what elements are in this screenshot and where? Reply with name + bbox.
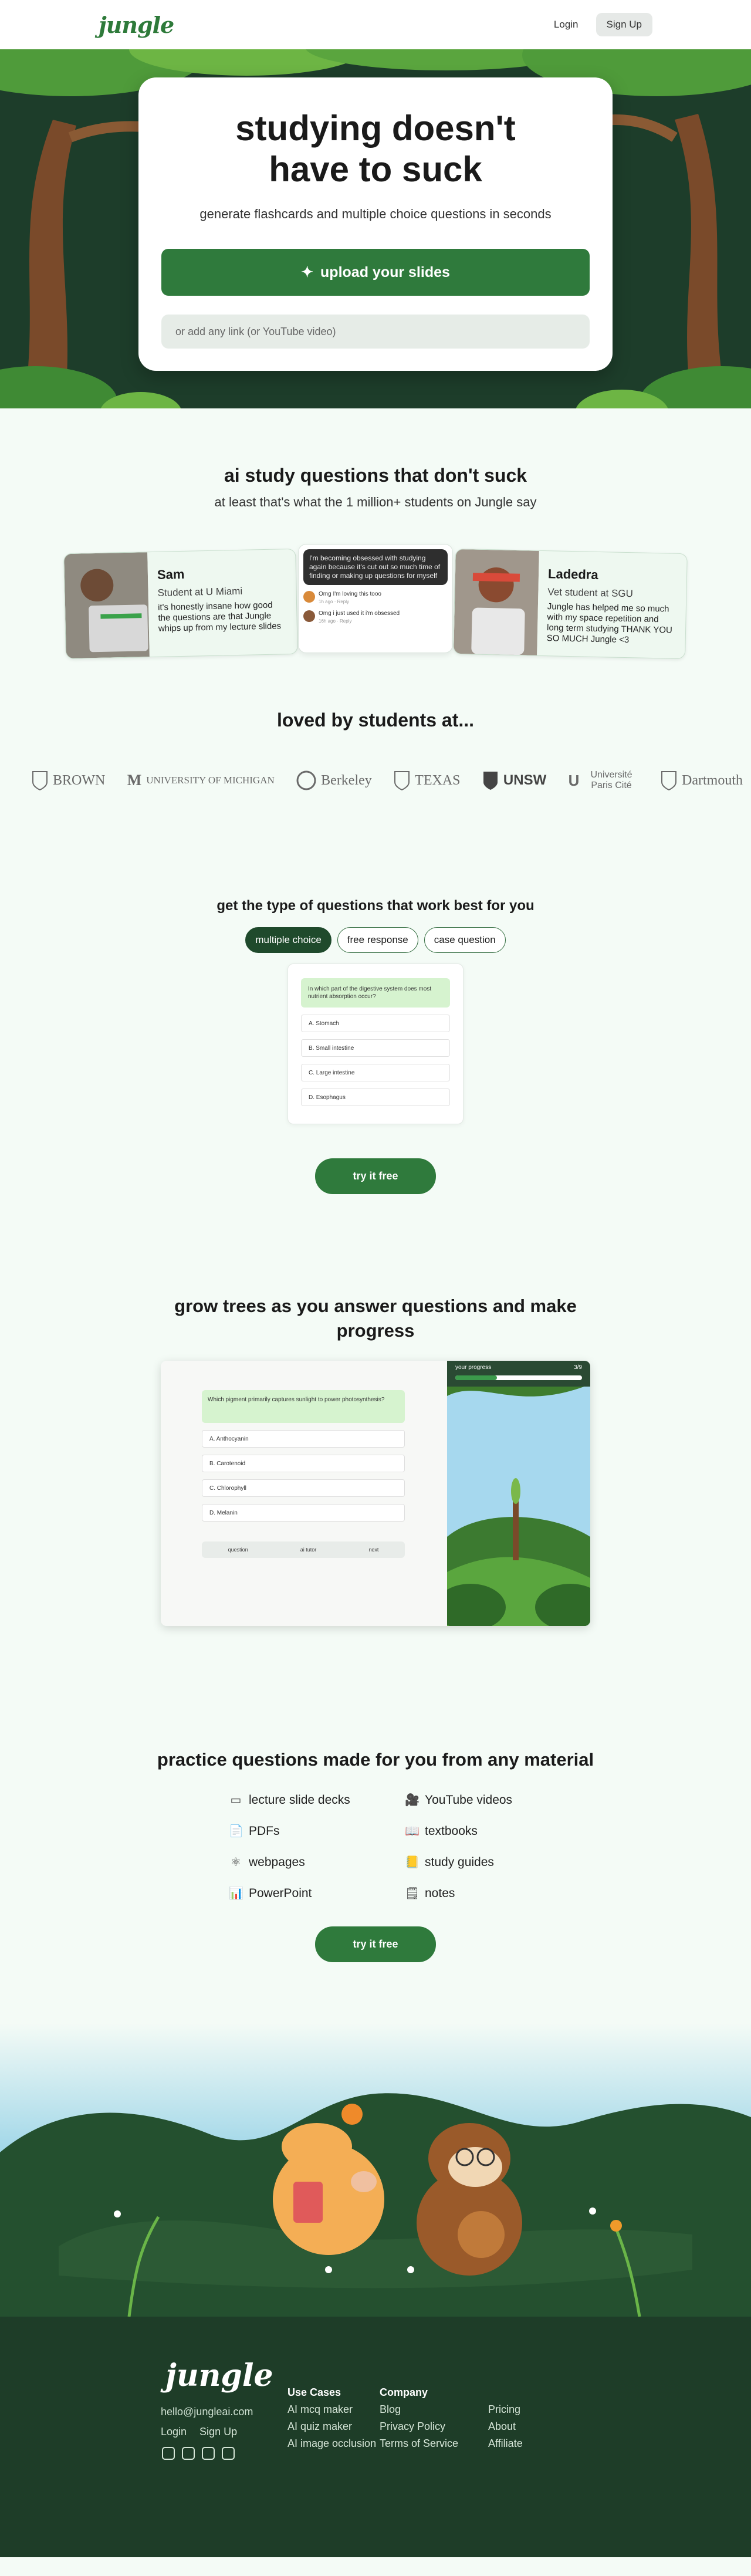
university-logo-texas bbox=[394, 770, 460, 790]
nav-actions bbox=[544, 13, 652, 36]
try-it-free-button[interactable]: try it free bbox=[315, 1926, 435, 1962]
answer-option[interactable]: B. Small intestine bbox=[301, 1039, 450, 1057]
hero-card bbox=[138, 77, 613, 371]
university-name: UNIVERSITY OF MICHIGAN bbox=[146, 775, 275, 786]
proof-subtitle: at least that's what the 1 million+ students on Jungle say bbox=[214, 495, 537, 509]
video-camera-icon: 🎥 bbox=[405, 1794, 420, 1807]
avatar bbox=[303, 610, 315, 622]
comment-reply bbox=[303, 610, 448, 624]
university-logo-dartmouth bbox=[661, 770, 743, 790]
material-label: YouTube videos bbox=[425, 1793, 513, 1807]
signup-button[interactable]: Sign Up bbox=[596, 13, 652, 36]
answer-option[interactable]: C. Large intestine bbox=[301, 1064, 450, 1081]
instagram-icon[interactable] bbox=[182, 2447, 195, 2460]
answer-option[interactable]: A. Anthocyanin bbox=[202, 1430, 405, 1448]
tab-free-response[interactable]: free response bbox=[337, 927, 418, 953]
growing-tree-illustration bbox=[447, 1361, 590, 1626]
contact-email-link[interactable]: hello@jungleai.com bbox=[161, 2406, 253, 2418]
youtube-icon[interactable] bbox=[202, 2447, 215, 2460]
testimonial-quote: it's honestly insane how good the questions are that Jungle whips up from my lecture slides bbox=[157, 600, 282, 634]
university-name: BROWN bbox=[53, 772, 106, 788]
testimonial-name: Sam bbox=[157, 566, 185, 582]
comment-bubble: I'm becoming obsessed with studying again because it's cut out so much time of finding or making up questions for myself bbox=[303, 549, 448, 585]
material-label: webpages bbox=[249, 1855, 305, 1869]
material-label: textbooks bbox=[425, 1824, 478, 1838]
powerpoint-icon: 📊 bbox=[229, 1887, 243, 1900]
avatar bbox=[303, 591, 315, 603]
university-logo-brown bbox=[32, 770, 105, 790]
material-item bbox=[229, 1886, 405, 1901]
student-photo-sam bbox=[64, 552, 150, 658]
footer-link[interactable]: Blog bbox=[380, 2403, 401, 2415]
testimonial-role: Student at U Miami bbox=[157, 585, 243, 599]
demo-question: Which pigment primarily captures sunlight to power photosynthesis? bbox=[202, 1390, 405, 1423]
footer-login-link[interactable]: Login bbox=[161, 2426, 187, 2438]
university-name: TEXAS bbox=[415, 772, 461, 788]
footer-more bbox=[488, 2401, 523, 2452]
demo-action-bar bbox=[202, 1541, 405, 1558]
shield-icon bbox=[32, 770, 48, 790]
testimonial-role: Vet student at SGU bbox=[547, 586, 634, 600]
footer-link[interactable]: AI image occlusion bbox=[287, 2438, 377, 2449]
social-proof-section bbox=[0, 465, 751, 1962]
university-name: Dartmouth bbox=[682, 772, 743, 788]
university-logo-michigan bbox=[127, 772, 275, 789]
progress-header bbox=[447, 1361, 590, 1387]
upload-slides-button[interactable] bbox=[161, 249, 590, 296]
testimonial-body bbox=[147, 549, 297, 657]
material-item bbox=[405, 1793, 522, 1807]
student-photo-ladedra bbox=[454, 549, 539, 655]
tab-case-question[interactable]: case question bbox=[424, 927, 506, 953]
question-action[interactable]: question bbox=[228, 1547, 248, 1553]
hero-subtitle: generate flashcards and multiple choice questions in seconds bbox=[199, 207, 552, 221]
footer-link[interactable]: AI mcq maker bbox=[287, 2403, 353, 2415]
hero-title: studying doesn't have to suck bbox=[235, 109, 516, 189]
university-logo-unsw bbox=[482, 770, 546, 790]
footer-use-cases bbox=[287, 2384, 376, 2452]
proof-title: ai study questions that don't suck bbox=[224, 465, 527, 486]
university-name: UNSW bbox=[503, 772, 547, 788]
material-item bbox=[229, 1855, 405, 1870]
material-label: lecture slide decks bbox=[249, 1793, 350, 1807]
material-label: notes bbox=[425, 1886, 455, 1900]
answer-option[interactable]: B. Carotenoid bbox=[202, 1455, 405, 1472]
reply-meta: 1h ago · Reply bbox=[319, 599, 350, 604]
university-name: Université Paris Cité bbox=[590, 770, 632, 790]
university-name: Berkeley bbox=[321, 772, 372, 788]
twitter-icon[interactable] bbox=[222, 2447, 235, 2460]
materials-list bbox=[0, 1793, 751, 1901]
upload-slides-label: upload your slides bbox=[320, 263, 450, 280]
book-icon: 📖 bbox=[405, 1825, 420, 1838]
footer-link[interactable]: Affiliate bbox=[488, 2438, 523, 2449]
u-mark-icon: U bbox=[568, 771, 580, 789]
grow-trees-title: grow trees as you answer questions and make progress bbox=[174, 1296, 577, 1341]
tiktok-icon[interactable] bbox=[162, 2447, 175, 2460]
answer-option[interactable]: C. Chlorophyll bbox=[202, 1479, 405, 1497]
footer-logo[interactable]: jungle bbox=[165, 2358, 273, 2394]
hero-section bbox=[0, 49, 751, 408]
footer-link[interactable]: Pricing bbox=[488, 2403, 521, 2415]
shield-icon bbox=[482, 770, 499, 790]
sample-question: In which part of the digestive system does most nutrient absorption occur? bbox=[301, 978, 450, 1008]
demo-question-panel bbox=[161, 1361, 447, 1626]
footer-link[interactable]: AI quiz maker bbox=[287, 2421, 353, 2432]
testimonial-body bbox=[537, 551, 687, 658]
question-type-tabs bbox=[0, 927, 751, 953]
material-item bbox=[229, 1824, 405, 1838]
university-logo-paris-cite bbox=[569, 770, 639, 791]
footer-column-title: Company bbox=[380, 2386, 428, 2398]
testimonials bbox=[0, 544, 751, 667]
footer-link[interactable]: About bbox=[488, 2421, 516, 2432]
reply-meta: 16h ago · Reply bbox=[319, 618, 352, 624]
site-footer bbox=[0, 2317, 751, 2557]
mascots-illustration bbox=[0, 2023, 751, 2317]
answer-option[interactable]: D. Melanin bbox=[202, 1504, 405, 1522]
try-it-free-button[interactable]: try it free bbox=[315, 1158, 435, 1194]
grow-demo-panel bbox=[161, 1361, 590, 1626]
materials-title: practice questions made for you from any material bbox=[157, 1749, 594, 1770]
slides-icon: ▭ bbox=[230, 1794, 242, 1807]
footer-link[interactable]: Privacy Policy bbox=[380, 2421, 446, 2432]
jungle-logo[interactable]: jungle bbox=[99, 11, 174, 38]
login-button[interactable]: Login bbox=[553, 19, 579, 30]
testimonial-card-sam bbox=[63, 549, 298, 659]
top-nav bbox=[0, 0, 751, 49]
material-item bbox=[405, 1824, 522, 1838]
ai-tutor-action[interactable]: ai tutor bbox=[300, 1547, 317, 1553]
footer-link[interactable]: Terms of Service bbox=[380, 2438, 459, 2449]
sample-question-card bbox=[287, 964, 464, 1124]
social-comment-card bbox=[298, 544, 453, 653]
sparkle-icon: ✦ bbox=[301, 264, 314, 280]
notebook-icon: 📒 bbox=[405, 1856, 420, 1869]
reply-text: Omg I'm loving this tooo bbox=[319, 591, 381, 597]
university-logos bbox=[0, 763, 751, 798]
footer-signup-link[interactable]: Sign Up bbox=[199, 2426, 238, 2438]
social-links bbox=[162, 2447, 235, 2460]
university-logo-berkeley bbox=[296, 770, 372, 790]
footer-auth-links bbox=[161, 2426, 237, 2438]
testimonial-card-ladedra bbox=[453, 549, 688, 659]
footer-company bbox=[380, 2384, 458, 2452]
next-action[interactable]: next bbox=[368, 1547, 379, 1553]
seal-icon bbox=[296, 770, 316, 790]
answer-option[interactable]: D. Esophagus bbox=[301, 1088, 450, 1106]
link-input[interactable] bbox=[161, 315, 590, 349]
progress-bar-fill bbox=[455, 1375, 497, 1380]
material-item bbox=[229, 1793, 405, 1807]
shield-icon bbox=[661, 770, 677, 790]
reply-text: Omg i just used it i'm obsessed bbox=[319, 610, 400, 617]
answer-option[interactable]: A. Stomach bbox=[301, 1015, 450, 1032]
notes-icon: 🗒 bbox=[405, 1887, 420, 1900]
testimonial-quote: Jungle has helped me so much with my space repetition and long term studying THANK YOU SO MUCH Jungle <3 bbox=[546, 601, 672, 645]
shield-icon bbox=[394, 770, 410, 790]
globe-icon: ⚛ bbox=[231, 1856, 241, 1869]
block-m-icon: M bbox=[127, 772, 142, 789]
footer-illustration bbox=[0, 2023, 751, 2317]
material-label: PowerPoint bbox=[249, 1886, 312, 1900]
material-label: study guides bbox=[425, 1855, 494, 1869]
progress-label: your progress bbox=[455, 1364, 492, 1371]
tab-multiple-choice[interactable]: multiple choice bbox=[245, 927, 331, 953]
material-item bbox=[405, 1886, 522, 1901]
material-label: PDFs bbox=[249, 1824, 280, 1838]
material-item bbox=[405, 1855, 522, 1870]
universities-title: loved by students at... bbox=[276, 709, 475, 731]
demo-tree-panel bbox=[447, 1361, 590, 1626]
testimonial-name: Ladedra bbox=[547, 566, 598, 582]
question-types-title: get the type of questions that work best for you bbox=[216, 898, 535, 914]
progress-bar bbox=[455, 1375, 582, 1380]
footer-column-title: Use Cases bbox=[287, 2386, 341, 2398]
pdf-icon: 📄 bbox=[229, 1825, 243, 1838]
progress-value: 3/9 bbox=[574, 1364, 582, 1371]
comment-reply bbox=[303, 591, 448, 604]
